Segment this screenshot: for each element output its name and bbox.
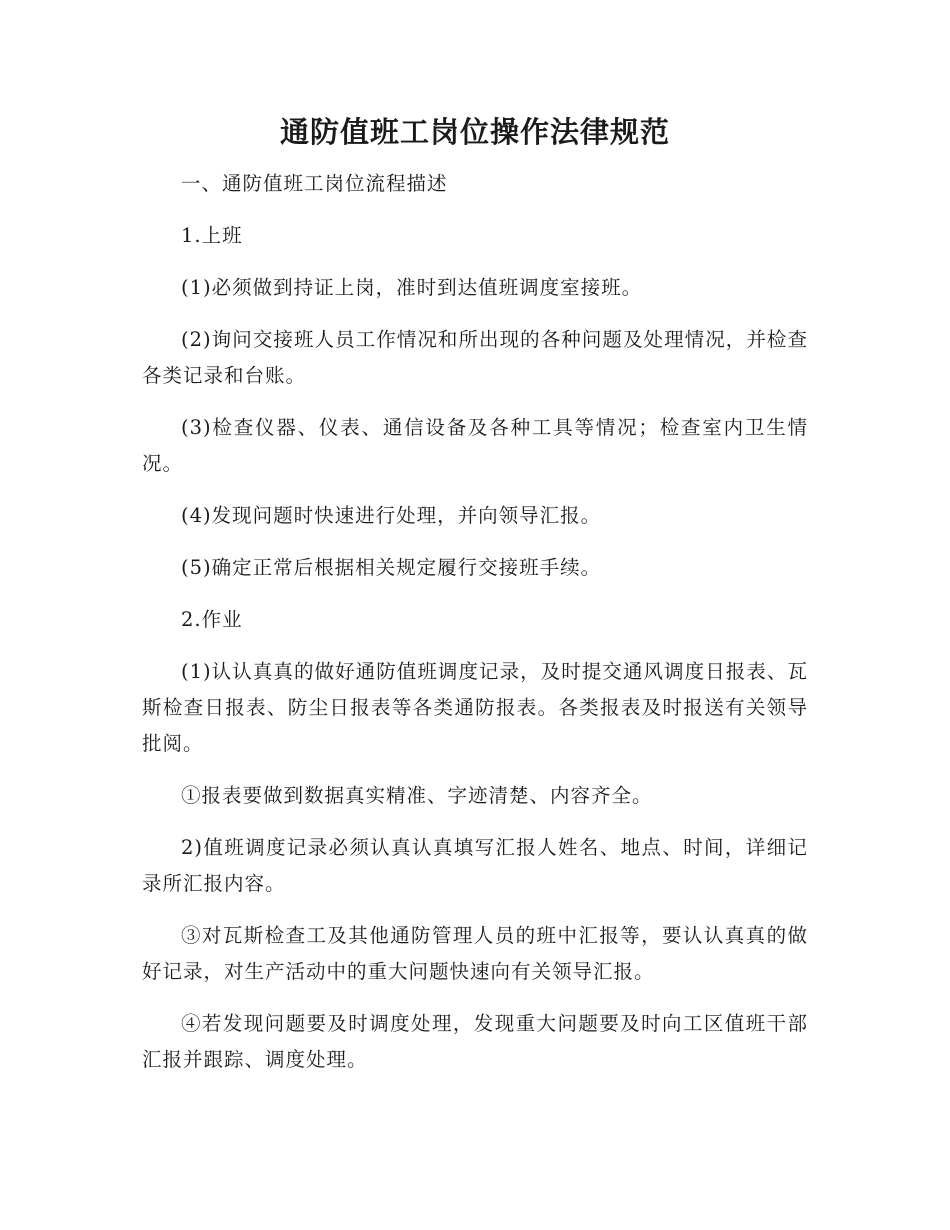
paragraph: ①报表要做到数据真实精准、字迹清楚、内容齐全。 [181, 784, 653, 807]
paragraph: ④若发现问题要及时调度处理，发现重大问题要及时向工区值班干部汇报并跟踪、调度处理。 [142, 1012, 808, 1071]
paragraph: (3)检查仪器、仪表、通信设备及各种工具等情况；检查室内卫生情况。 [142, 416, 808, 475]
document-body [142, 166, 808, 1094]
paragraph: (4)发现问题时快速进行处理，并向领导汇报。 [181, 504, 602, 527]
paragraph: (2)询问交接班人员工作情况和所出现的各种问题及处理情况，并检查各类记录和台账。 [142, 328, 808, 387]
paragraph: (1)认认真真的做好通防值班调度记录，及时提交通风调度日报表、瓦斯检查日报表、防尘日报表等各类通防报表。各类报表及时报送有关领导批阅。 [142, 660, 808, 755]
subsection-heading: 2.作业 [181, 608, 243, 631]
document-title: 通防值班工岗位操作法律规范 [279, 115, 670, 149]
paragraph: (1)必须做到持证上岗，准时到达值班调度室接班。 [181, 276, 643, 299]
section-heading: 一、通防值班工岗位流程描述 [181, 172, 448, 195]
paragraph: ③对瓦斯检查工及其他通防管理人员的班中汇报等，要认认真真的做好记录，对生产活动中的重大问题快速向有关领导汇报。 [142, 924, 808, 983]
subsection-heading: 1.上班 [181, 224, 243, 247]
paragraph: 2)值班调度记录必须认真认真填写汇报人姓名、地点、时间，详细记录所汇报内容。 [142, 836, 808, 895]
paragraph: (5)确定正常后根据相关规定履行交接班手续。 [181, 556, 602, 579]
